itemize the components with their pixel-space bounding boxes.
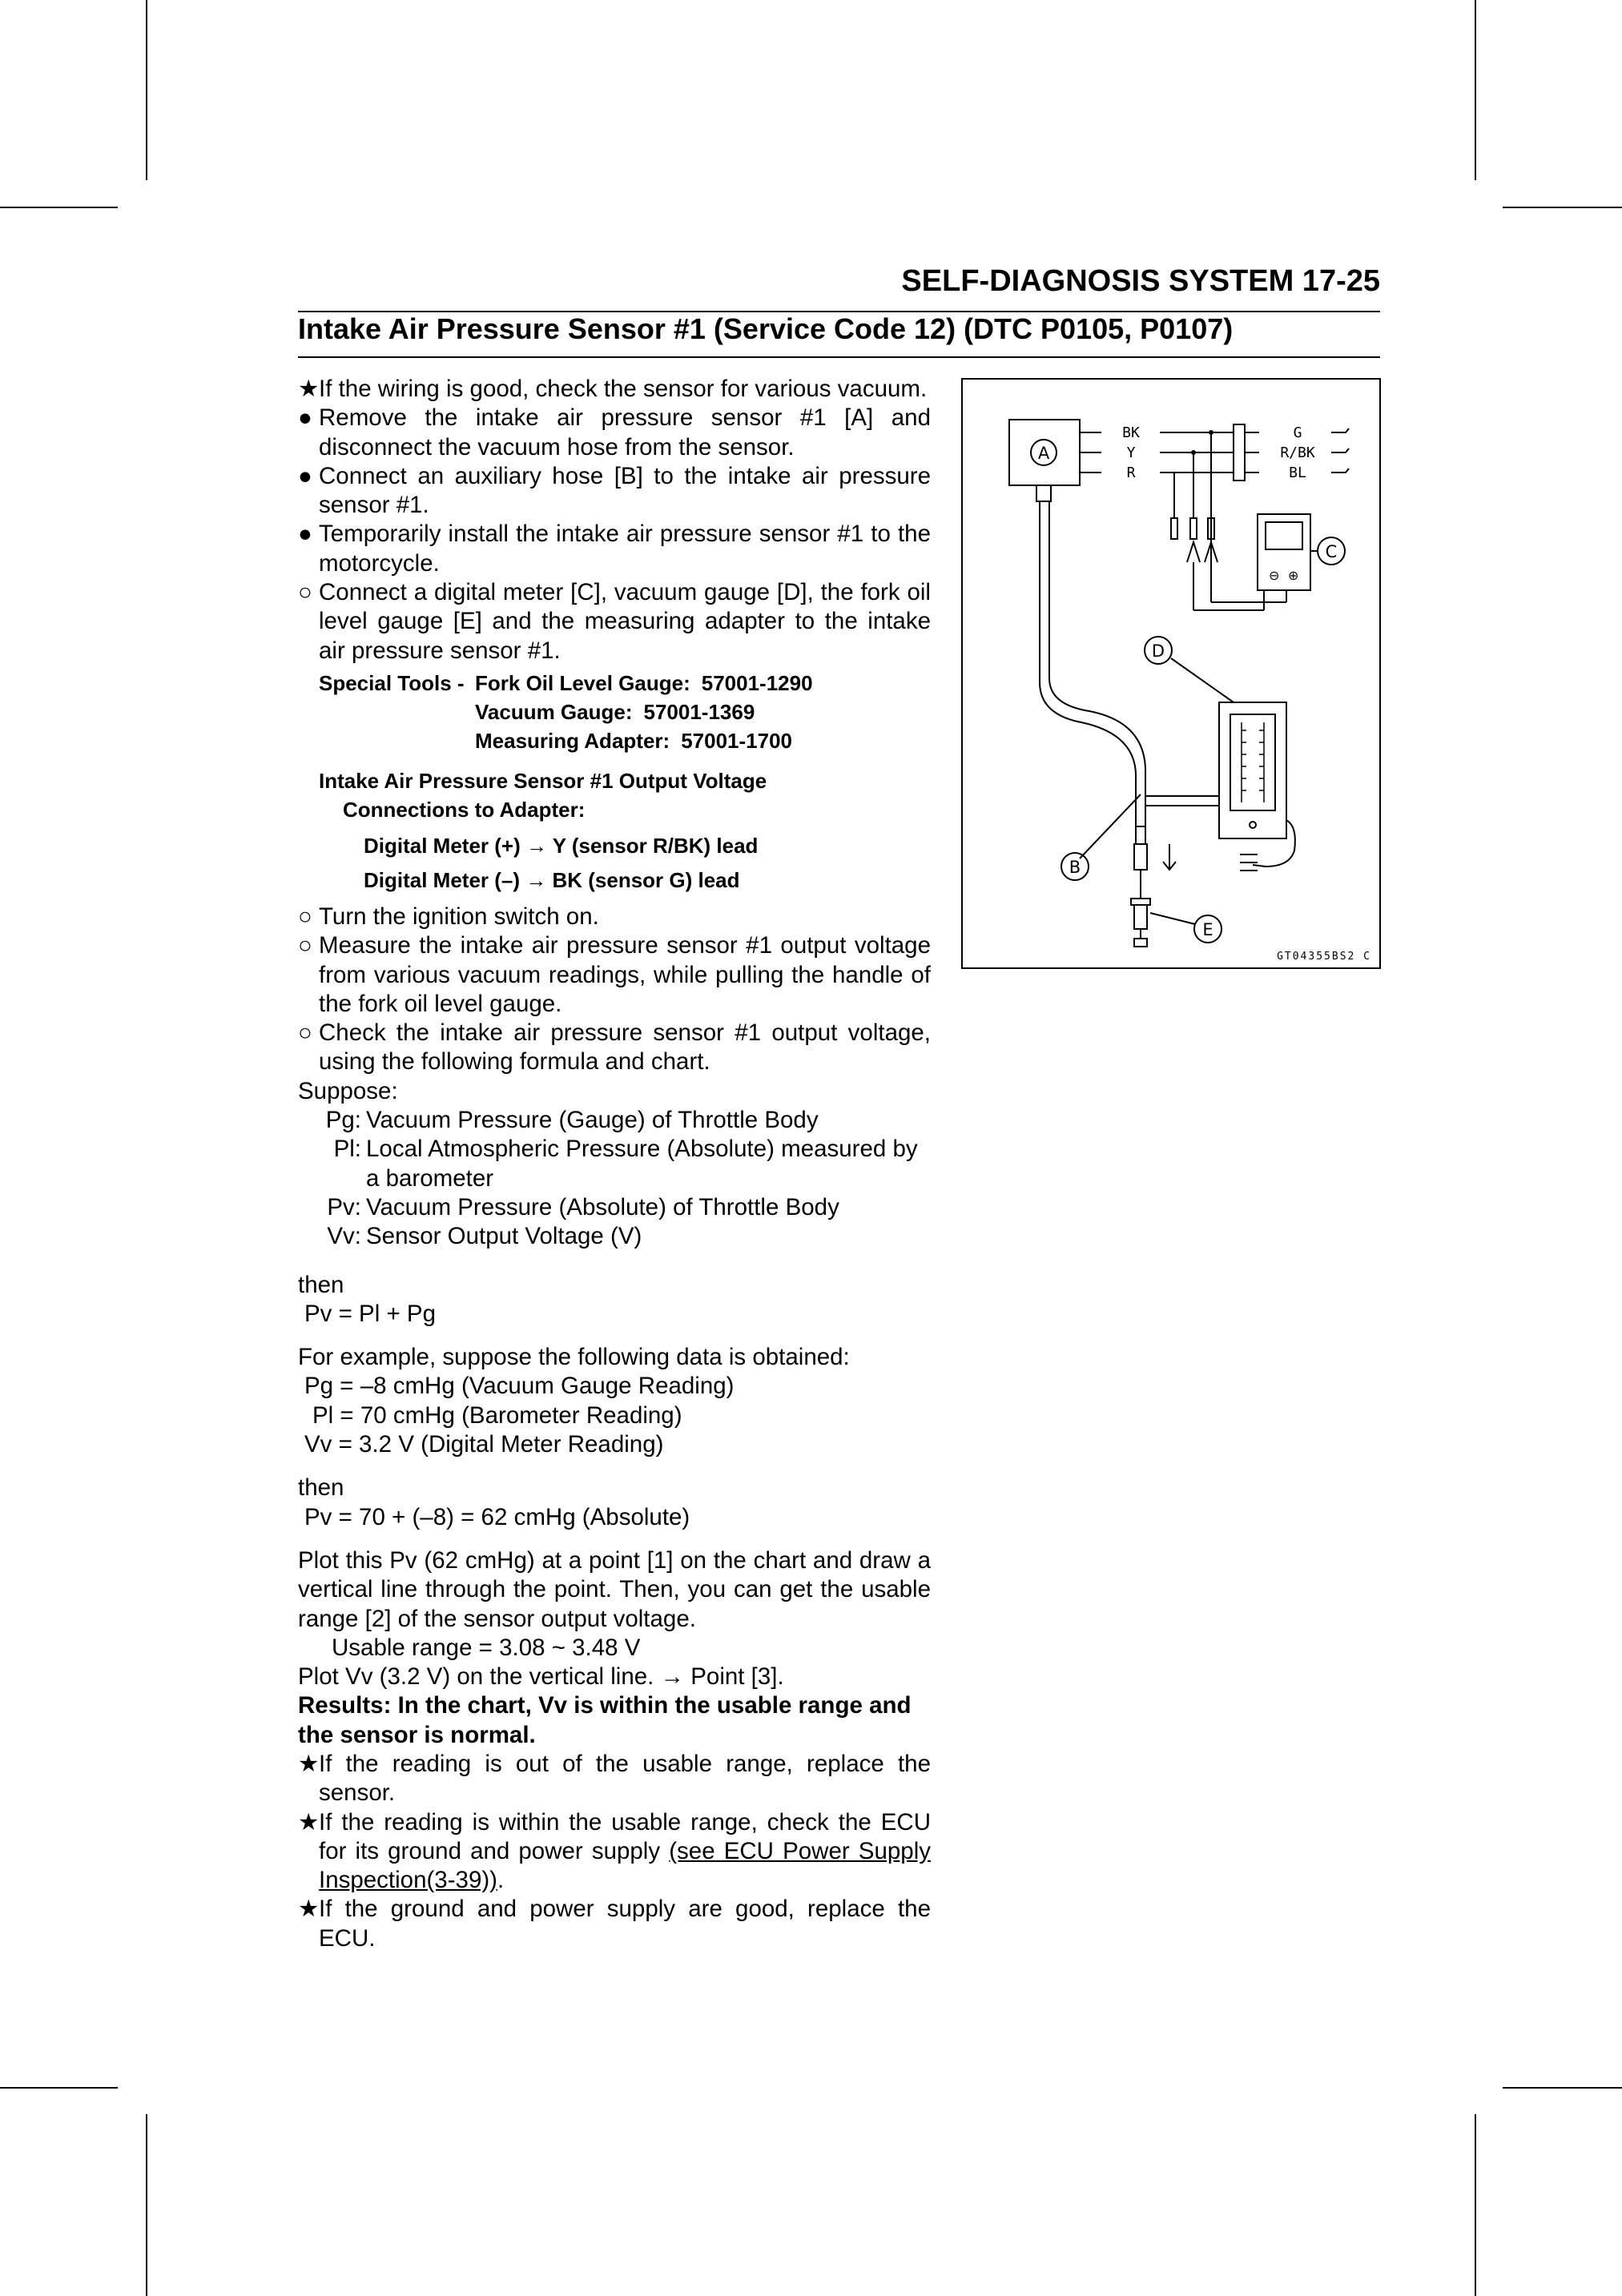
definition-row (298, 1106, 931, 1135)
crop-mark (1475, 2114, 1476, 2296)
step-text: If the reading is out of the usable range, replace the sensor. (319, 1750, 931, 1807)
section-title: Intake Air Pressure Sensor #1 (Service Code 12) (DTC P0105, P0107) (298, 312, 1234, 345)
ecu-power-supply-link[interactable]: (see ECU Power Supply Inspection(3-39)) (319, 1837, 931, 1894)
step-text: Measure the intake air pressure sensor #1 output voltage from various vacuum readings, while pulling the handle of the fork oil level gauge. (319, 932, 931, 1017)
step-text: Remove the intake air pressure sensor #1 [A] and disconnect the vacuum hose from the sensor. (319, 404, 931, 460)
connections-spec (298, 766, 931, 898)
callout-e-label: E (1202, 920, 1213, 939)
crop-mark (1475, 0, 1476, 180)
circle-marker-icon: ○ (298, 1019, 312, 1047)
hose-b (1040, 501, 1136, 834)
definition-key: Pv: (327, 1193, 361, 1220)
step (298, 404, 931, 462)
step (298, 1750, 931, 1808)
crop-mark (1503, 207, 1622, 208)
tool-name: Measuring Adapter: (475, 728, 670, 753)
example-intro: For example, suppose the following data is obtained: (298, 1344, 850, 1371)
procedure-column (298, 375, 931, 1953)
star-marker-icon: ★ (298, 1808, 320, 1836)
measuring-adapter (1134, 844, 1147, 870)
step (298, 578, 931, 665)
definition-value: Vacuum Pressure (Gauge) of Throttle Body (366, 1107, 819, 1134)
crop-mark (1503, 2087, 1622, 2089)
connector (1234, 424, 1245, 481)
step (298, 520, 931, 578)
tool-number: 57001-1369 (643, 699, 755, 724)
wire-label: Y (1126, 444, 1136, 461)
definition-row (298, 1135, 931, 1193)
results-text: Results: In the chart, Vv is within the usable range and the sensor is normal. (298, 1692, 912, 1748)
step-text: Temporarily install the intake air pressure sensor #1 to the motorcycle. (319, 521, 931, 577)
connection-plus: Digital Meter (+) → Y (sensor R/BK) lead (364, 833, 759, 858)
circle-marker-icon: ○ (298, 579, 312, 606)
bullet-marker-icon: ● (298, 404, 312, 432)
gauge-face (1230, 714, 1275, 810)
step-text: If the wiring is good, check the sensor for various vacuum. (319, 376, 928, 402)
crop-mark (146, 2114, 147, 2296)
definition-value: Sensor Output Voltage (V) (366, 1223, 642, 1250)
step (298, 1019, 931, 1077)
hose-b (1049, 501, 1145, 834)
special-tools-label: Special Tools - (319, 670, 465, 695)
connections-subtitle: Connections to Adapter: (343, 797, 586, 822)
callout-a-label: A (1037, 444, 1050, 463)
suppose-label: Suppose: (298, 1077, 398, 1104)
minus-terminal-icon: ⊖ (1269, 568, 1280, 583)
step (298, 462, 931, 521)
crop-mark (0, 2087, 118, 2089)
meter-display (1266, 522, 1302, 549)
example-line: Pg = –8 cmHg (Vacuum Gauge Reading) (304, 1373, 735, 1400)
wire-label: R/BK (1280, 444, 1315, 461)
wire-end (1331, 428, 1349, 472)
bullet-marker-icon: ● (298, 462, 312, 489)
definition-value: Local Atmospheric Pressure (Absolute) measured by a barometer (366, 1136, 918, 1192)
star-marker-icon: ★ (298, 376, 320, 402)
step-text: Check the intake air pressure sensor #1 output voltage, using the following formula and chart. (319, 1019, 931, 1076)
connections-title: Intake Air Pressure Sensor #1 Output Voltage (319, 768, 767, 793)
wire-label: BL (1289, 464, 1306, 481)
example-result: Pv = 70 + (–8) = 62 cmHg (Absolute) (304, 1503, 690, 1530)
probe-clip (1187, 542, 1218, 562)
crop-mark (146, 0, 147, 180)
callout-d-label: D (1151, 641, 1165, 661)
figure-frame (962, 379, 1380, 968)
step (298, 931, 931, 1019)
bullet-marker-icon: ● (298, 521, 312, 548)
tool-name: Fork Oil Level Gauge: (475, 670, 690, 695)
probe (1190, 518, 1197, 539)
plot-instructions: Plot this Pv (62 cmHg) at a point [1] on the chart and draw a vertical line through the point. Then, you can get the usable range [2] of the sensor output voltage. (298, 1546, 931, 1632)
sensor-test-diagram (961, 378, 1381, 969)
vacuum-gauge (1219, 702, 1286, 838)
definition-key: Pg: (325, 1107, 361, 1134)
star-marker-icon: ★ (298, 1750, 320, 1777)
step-text: If the reading is within the usable range, check the ECU for its ground and power supply (319, 1808, 931, 1864)
gauge-hose (1145, 796, 1219, 806)
callout-b-label: B (1069, 858, 1081, 877)
then-label: then (298, 1474, 344, 1502)
definition-value: Vacuum Pressure (Absolute) of Throttle Body (366, 1193, 839, 1220)
tool-number: 57001-1290 (701, 670, 813, 695)
probe (1171, 518, 1177, 539)
example-line: Vv = 3.2 V (Digital Meter Reading) (304, 1431, 664, 1458)
step (298, 903, 931, 931)
step (298, 1808, 931, 1896)
usable-range: Usable range = 3.08 ~ 3.48 V (332, 1634, 641, 1661)
formula: Pv = Pl + Pg (304, 1300, 436, 1327)
wire-label: R (1126, 464, 1136, 481)
step-text: . (497, 1867, 505, 1894)
fork-oil-gauge (1134, 905, 1147, 929)
special-tools (298, 669, 931, 755)
step (298, 1895, 931, 1953)
connection-minus: Digital Meter (–) → BK (sensor G) lead (364, 867, 740, 892)
step-text: Connect an auxiliary hose [B] to the intake air pressure sensor #1. (319, 462, 931, 519)
definition-row (298, 1193, 931, 1222)
circle-marker-icon: ○ (298, 903, 312, 930)
wire-label: G (1293, 424, 1302, 441)
step (298, 375, 931, 404)
step-text: Connect a digital meter [C], vacuum gauge [D], the fork oil level gauge [E] and the measuring adapter to the intake air pressure sensor #1. (319, 579, 931, 664)
step-text: If the ground and power supply are good, replace the ECU. (319, 1896, 931, 1952)
definition-row (298, 1222, 931, 1251)
hose-fitting (1036, 485, 1051, 501)
plot-vv: Plot Vv (3.2 V) on the vertical line. → Point [3]. (298, 1663, 784, 1691)
callout-c-label: C (1325, 542, 1338, 561)
definition-key: Vv: (327, 1223, 361, 1250)
page-header-title: SELF-DIAGNOSIS SYSTEM 17-25 (901, 264, 1380, 298)
example-line: Pl = 70 cmHg (Barometer Reading) (312, 1401, 682, 1429)
circle-marker-icon: ○ (298, 932, 312, 959)
pull-arrow-icon (1163, 844, 1176, 870)
section-rule (298, 356, 1380, 358)
plus-terminal-icon: ⊕ (1288, 568, 1299, 583)
tool-number: 57001-1700 (681, 728, 792, 753)
wire-label: BK (1122, 424, 1140, 441)
step-text: Turn the ignition switch on. (319, 903, 599, 930)
definition-key: Pl: (333, 1136, 361, 1163)
figure-code: GT04355BS2 C (1277, 951, 1371, 963)
crop-mark (0, 207, 118, 208)
then-label: then (298, 1271, 344, 1298)
star-marker-icon: ★ (298, 1896, 320, 1923)
tool-name: Vacuum Gauge: (475, 699, 633, 724)
